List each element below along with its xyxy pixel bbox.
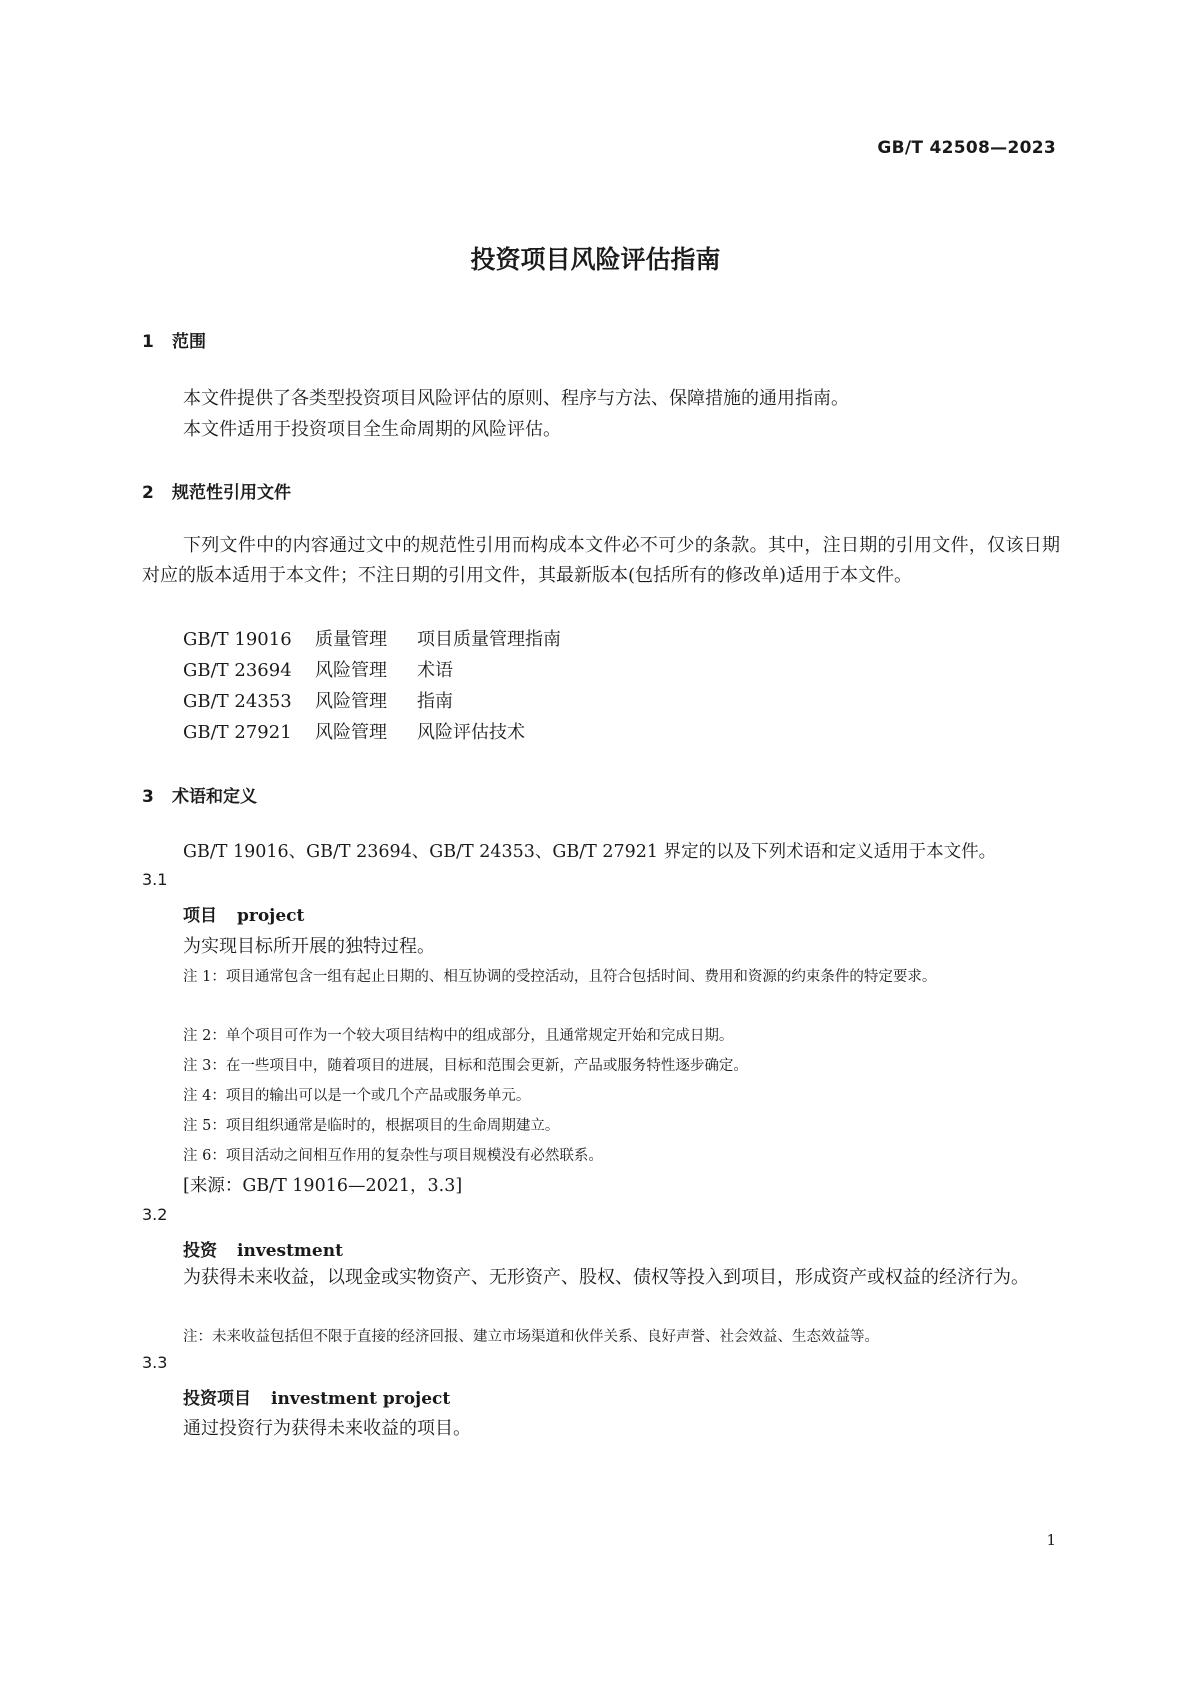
term-zh: 投资项目 [183,1389,251,1409]
term-note: 注 5：项目组织通常是临时的，根据项目的生命周期建立。 [183,1118,560,1134]
section-title: 规范性引用文件 [172,483,291,503]
reference-code: GB/T 24353 [183,691,292,712]
term-definition: 通过投资行为获得未来收益的项目。 [183,1418,471,1439]
term-zh: 项目 [183,906,217,926]
section-3-heading [142,782,257,807]
term-heading [183,901,304,926]
reference-item [183,656,453,682]
terms-intro: GB/T 19016、GB/T 23694、GB/T 24353、GB/T 27921 界定的以及下列术语和定义适用于本文件。 [183,842,997,862]
normative-references-intro: 下列文件中的内容通过文中的规范性引用而构成本文件必不可少的条款。其中，注日期的引用文件，仅该日期对应的版本适用于本文件；不注日期的引用文件，其最新版本(包括所有的修改单)适用于本文件。 [142,535,1060,586]
reference-code: GB/T 19016 [183,629,292,650]
term-number: 3.1 [142,870,168,889]
term-en: project [237,906,305,926]
page-number: 1 [1046,1531,1056,1549]
reference-item [183,687,453,713]
reference-code: GB/T 23694 [183,660,292,681]
term-number: 3.2 [142,1205,168,1224]
term-note: 注 6：项目活动之间相互作用的复杂性与项目规模没有必然联系。 [183,1148,603,1164]
scope-paragraph-2: 本文件适用于投资项目全生命周期的风险评估。 [183,419,561,440]
term-en: investment project [271,1389,451,1409]
term-note: 注 2：单个项目可作为一个较大项目结构中的组成部分，且通常规定开始和完成日期。 [183,1028,734,1044]
reference-code: GB/T 27921 [183,722,292,743]
reference-topic: 风险管理 [315,722,387,743]
section-number: 1 [142,332,154,352]
term-en: investment [237,1241,343,1261]
term-definition: 为实现目标所开展的独特过程。 [183,936,435,957]
section-number: 2 [142,483,154,503]
term-note: 注 1：项目通常包含一组有起止日期的、相互协调的受控活动，且符合包括时间、费用和资源的约束条件的特定要求。 [183,969,937,985]
term-definition: 为获得未来收益，以现金或实物资产、无形资产、股权、债权等投入到项目，形成资产或权益的经济行为。 [183,1267,1029,1288]
term-zh: 投资 [183,1241,217,1261]
term-note: 注 3：在一些项目中，随着项目的进展，目标和范围会更新，产品或服务特性逐步确定。 [183,1058,748,1074]
section-title: 术语和定义 [172,787,257,807]
reference-name: 术语 [417,660,453,681]
section-2-heading [142,478,291,503]
term-heading [183,1384,450,1409]
term-number: 3.3 [142,1353,168,1372]
term-source: [来源：GB/T 19016—2021，3.3] [183,1176,463,1196]
term-heading [183,1236,343,1261]
reference-topic: 风险管理 [315,691,387,712]
reference-item [183,625,561,651]
reference-name: 指南 [417,691,453,712]
reference-item [183,718,525,744]
reference-topic: 质量管理 [315,629,387,650]
standard-code: GB/T 42508—2023 [877,138,1056,158]
reference-name: 风险评估技术 [417,722,525,743]
section-1-heading [142,327,206,352]
term-note: 注：未来收益包括但不限于直接的经济回报、建立市场渠道和伙伴关系、良好声誉、社会效益、生态效益等。 [183,1329,879,1345]
term-note: 注 4：项目的输出可以是一个或几个产品或服务单元。 [183,1088,531,1104]
scope-paragraph-1: 本文件提供了各类型投资项目风险评估的原则、程序与方法、保障措施的通用指南。 [183,388,849,409]
section-title: 范围 [172,332,206,352]
reference-name: 项目质量管理指南 [417,629,561,650]
section-number: 3 [142,787,154,807]
document-title: 投资项目风险评估指南 [470,245,721,274]
reference-topic: 风险管理 [315,660,387,681]
